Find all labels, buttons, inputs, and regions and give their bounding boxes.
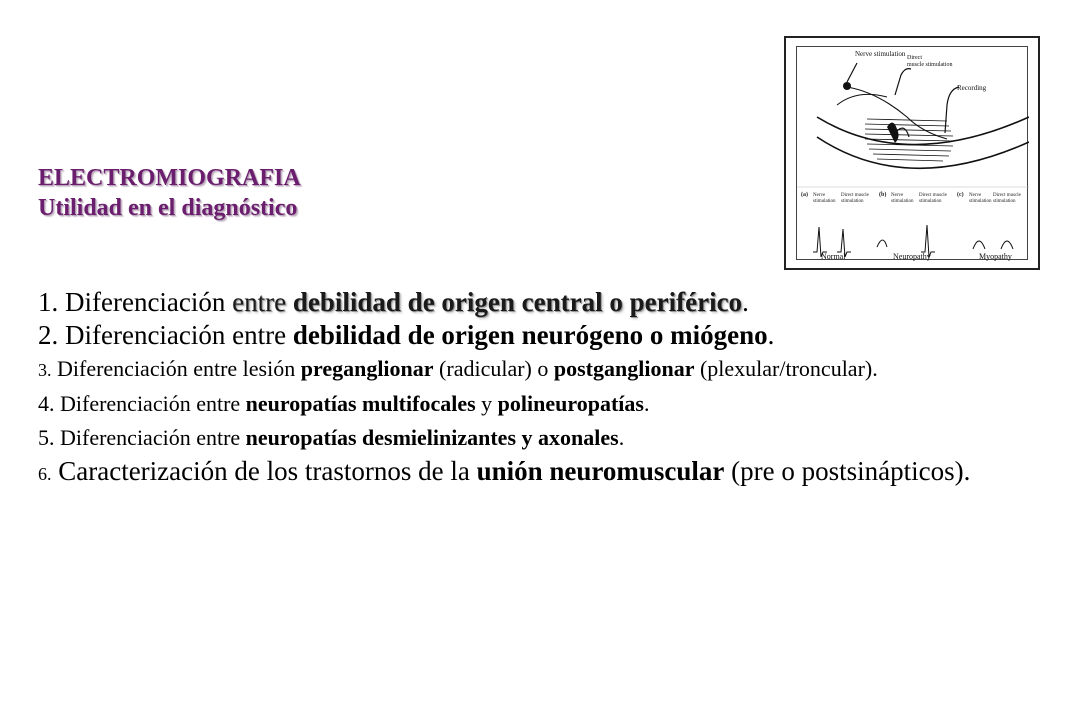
emg-figure-frame: [796, 46, 1028, 260]
slide-heading: [38, 163, 301, 223]
panel-c-letter: (c): [957, 192, 964, 198]
item-4-mid: y: [475, 391, 498, 416]
item-3-text: Diferenciación entre lesión: [51, 356, 301, 381]
item-5-bold: neuropatías desmielinizantes y axonales: [245, 425, 619, 450]
item-4-bold-2: polineuropatías: [497, 391, 644, 416]
list-item-5: [38, 421, 1048, 455]
item-1-post: .: [742, 287, 749, 317]
item-6-number: 6.: [38, 464, 52, 484]
item-4-bold-1: neuropatías multifocales: [245, 391, 476, 416]
panel-a-letter: (a): [801, 192, 808, 198]
item-3-bold-1: preganglionar: [300, 356, 434, 381]
item-3-number: 3.: [38, 360, 52, 380]
panel-c-direct-label: Direct muscle stimulation: [993, 193, 1021, 204]
list-item-2: [38, 319, 1048, 352]
panel-c-condition: Myopathy: [979, 252, 1012, 261]
item-2-text: Diferenciación entre: [58, 320, 293, 350]
item-1-number: 1.: [38, 287, 59, 317]
item-4-text: Diferenciación entre: [54, 391, 246, 416]
panel-c-nerve-label: Nerve stimulation: [969, 193, 992, 204]
panel-a-condition: Normal: [821, 252, 846, 261]
item-1-bold: debilidad de origen central o periférico: [292, 287, 743, 317]
item-5-post: .: [618, 425, 625, 450]
list-item-3: [38, 352, 1048, 387]
panel-b-direct-label: Direct muscle stimulation: [919, 193, 947, 204]
item-2-post: .: [767, 320, 775, 350]
panel-b-letter: (b): [879, 192, 887, 198]
item-3-mid: (radicular) o: [433, 356, 554, 381]
emg-diagram: [797, 47, 1029, 261]
panel-b-condition: Neuropathy: [893, 252, 931, 261]
item-4-number: 4.: [38, 391, 55, 416]
emg-figure: [784, 36, 1040, 270]
panel-a-nerve-label: Nerve stimulation: [813, 193, 836, 204]
list-item-1: [38, 286, 1048, 319]
list-item-4: [38, 387, 1048, 421]
item-6-post: (pre o postsinápticos).: [724, 456, 971, 486]
slide-title: ELECTROMIOGRAFIA: [38, 165, 301, 191]
item-3-post: (plexular/troncular).: [694, 356, 878, 381]
item-3-bold-2: postganglionar: [553, 356, 695, 381]
item-4-post: .: [643, 391, 650, 416]
direct-muscle-stimulation-label: Direct muscle stimulation: [907, 55, 953, 68]
utility-list: [38, 286, 1048, 491]
item-1-text: Diferenciación: [58, 287, 233, 317]
slide-subtitle: Utilidad en el diagnóstico: [38, 195, 298, 221]
item-1-entre: entre: [232, 287, 293, 317]
item-6-bold: unión neuromuscular: [476, 456, 725, 486]
item-6-text: Caracterización de los trastornos de la: [51, 456, 477, 486]
item-5-number: 5.: [38, 425, 55, 450]
item-2-bold: debilidad de origen neurógeno o miógeno: [292, 320, 768, 350]
item-2-number: 2.: [38, 320, 59, 350]
nerve-stimulation-label: Nerve stimulation: [855, 50, 906, 58]
recording-label: Recording: [957, 84, 987, 92]
item-5-text: Diferenciación entre: [54, 425, 246, 450]
panel-b-nerve-label: Nerve stimulation: [891, 193, 914, 204]
panel-a-direct-label: Direct muscle stimulation: [841, 193, 869, 204]
list-item-6: [38, 455, 1048, 491]
